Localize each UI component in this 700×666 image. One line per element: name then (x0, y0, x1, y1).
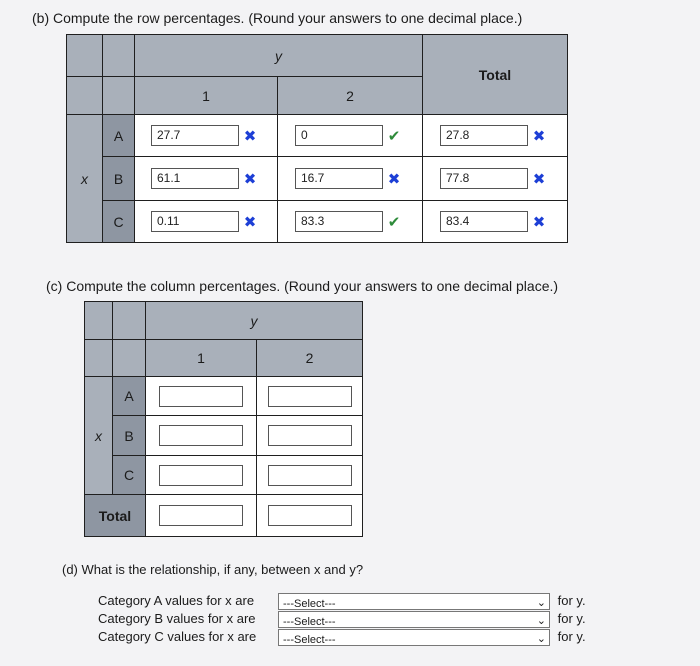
corner-cell (113, 340, 146, 377)
chevron-down-icon: ⌄ (536, 615, 546, 628)
corner-cell (113, 302, 146, 340)
input-b-1[interactable]: 61.1 (151, 168, 239, 189)
corner-cell (85, 302, 113, 340)
category-b-label: Category B values for x are (98, 611, 256, 627)
col-var-header: y (146, 302, 363, 340)
column-percentages-table (84, 301, 363, 537)
row-label-b: B (103, 157, 135, 201)
relationship-answers (98, 592, 586, 646)
x-mark-icon: ✖ (532, 170, 546, 188)
corner-cell (67, 77, 103, 115)
row-label-total: Total (85, 495, 146, 537)
input-c-2[interactable] (268, 465, 352, 486)
input-b-2[interactable] (268, 425, 352, 446)
row-label-c: C (103, 201, 135, 243)
input-c-1[interactable]: 0.11 (151, 211, 239, 232)
input-c-2[interactable]: 83.3 (295, 211, 383, 232)
category-c-label: Category C values for x are (98, 629, 257, 645)
row-label-a: A (103, 115, 135, 157)
col-header-2: 2 (278, 77, 423, 115)
chevron-down-icon: ⌄ (536, 633, 546, 646)
x-mark-icon: ✖ (243, 213, 257, 231)
input-b-1[interactable] (159, 425, 243, 446)
input-a-total[interactable]: 27.8 (440, 125, 528, 146)
input-a-1[interactable]: 27.7 (151, 125, 239, 146)
input-b-2[interactable]: 16.7 (295, 168, 383, 189)
col-var-header: y (135, 35, 423, 77)
category-c-line (98, 628, 586, 646)
input-c-1[interactable] (159, 465, 243, 486)
row-var-header: x (85, 377, 113, 495)
col-header-total: Total (423, 35, 568, 115)
part-b-prompt: (b) Compute the row percentages. (Round your answers to one decimal place.) (32, 10, 523, 26)
input-c-total[interactable]: 83.4 (440, 211, 528, 232)
row-label-a: A (113, 377, 146, 416)
check-icon: ✔ (387, 127, 401, 145)
input-total-1[interactable] (159, 505, 243, 526)
x-mark-icon: ✖ (243, 127, 257, 145)
corner-cell (103, 77, 135, 115)
row-var-header: x (67, 115, 103, 243)
col-header-1: 1 (146, 340, 257, 377)
row-percentages-table (66, 34, 568, 243)
corner-cell (67, 35, 103, 77)
x-mark-icon: ✖ (532, 127, 546, 145)
category-c-suffix: for y. (557, 629, 586, 645)
category-b-suffix: for y. (557, 611, 586, 627)
category-c-select[interactable]: ---Select--- ⌄ (278, 629, 550, 646)
category-a-select[interactable]: ---Select--- ⌄ (278, 593, 550, 610)
chevron-down-icon: ⌄ (536, 597, 546, 610)
x-mark-icon: ✖ (532, 213, 546, 231)
col-header-1: 1 (135, 77, 278, 115)
category-a-line (98, 592, 586, 610)
corner-cell (103, 35, 135, 77)
part-d-prompt: (d) What is the relationship, if any, between x and y? (62, 562, 364, 577)
category-a-suffix: for y. (557, 593, 586, 608)
input-a-1[interactable] (159, 386, 243, 407)
row-label-b: B (113, 416, 146, 456)
x-mark-icon: ✖ (387, 170, 401, 188)
category-b-line (98, 610, 586, 628)
input-b-total[interactable]: 77.8 (440, 168, 528, 189)
x-mark-icon: ✖ (243, 170, 257, 188)
category-a-label: Category A values for x are (98, 593, 255, 608)
col-header-2: 2 (257, 340, 363, 377)
category-b-select[interactable]: ---Select--- ⌄ (278, 611, 550, 628)
check-icon: ✔ (387, 213, 401, 231)
corner-cell (85, 340, 113, 377)
row-label-c: C (113, 456, 146, 495)
input-a-2[interactable] (268, 386, 352, 407)
part-c-prompt: (c) Compute the column percentages. (Round your answers to one decimal place.) (46, 278, 559, 294)
input-a-2[interactable]: 0 (295, 125, 383, 146)
input-total-2[interactable] (268, 505, 352, 526)
